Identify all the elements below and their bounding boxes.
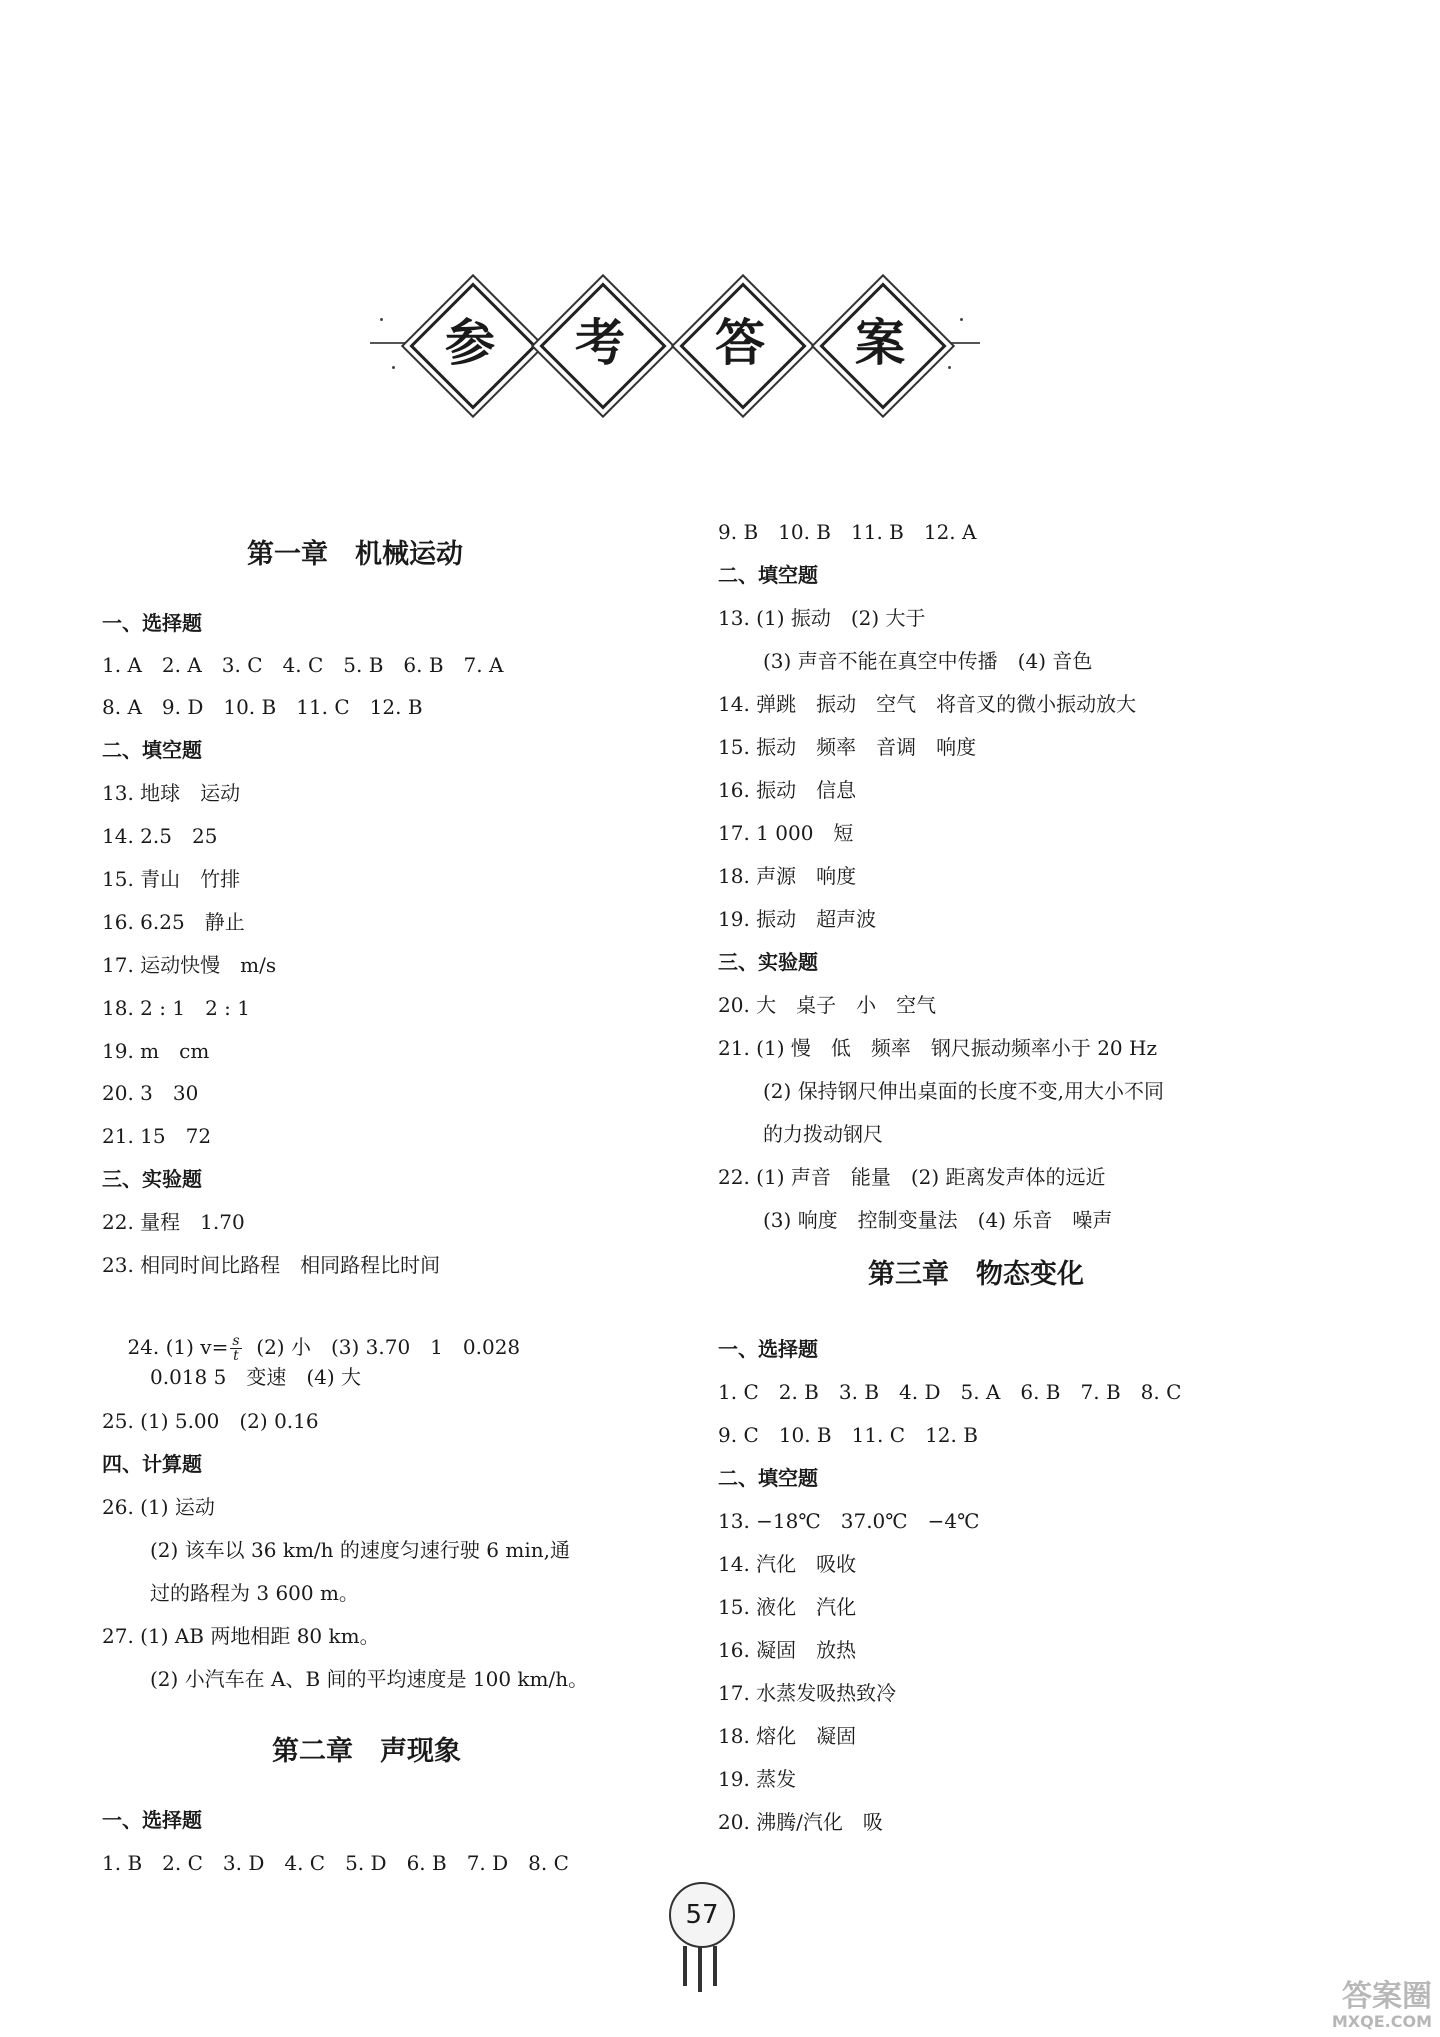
formula-prefix: 24. (1) v= — [127, 1335, 229, 1359]
answer-line: 17. 运动快慢 m/s — [102, 953, 277, 977]
chapter-title: 第三章 物态变化 — [868, 1259, 1084, 1290]
answer-line: (2) 小汽车在 A、B 间的平均速度是 100 km/h。 — [150, 1667, 589, 1691]
banner-dot — [948, 366, 951, 369]
answer-line: (2) 该车以 36 km/h 的速度匀速行驶 6 min,通 — [150, 1538, 570, 1562]
title-char: 考 — [575, 314, 625, 372]
title-banner — [370, 258, 980, 428]
answer-line: 过的路程为 3 600 m。 — [150, 1581, 359, 1605]
answer-line: 22. 量程 1.70 — [102, 1210, 245, 1234]
answer-line: 8. A 9. D 10. B 11. C 12. B — [102, 695, 423, 719]
answer-line: 16. 6.25 静止 — [102, 910, 245, 934]
answer-line: 19. m cm — [102, 1039, 210, 1063]
answer-line: (3) 声音不能在真空中传播 (4) 音色 — [763, 649, 1093, 673]
section-heading: 一、选择题 — [102, 611, 202, 635]
answer-line: (2) 保持钢尺伸出桌面的长度不变,用大小不同 — [763, 1079, 1165, 1103]
answer-line: (3) 响度 控制变量法 (4) 乐音 噪声 — [763, 1208, 1113, 1232]
banner-dot — [392, 366, 395, 369]
section-heading: 二、填空题 — [718, 563, 818, 587]
chapter-title: 第一章 机械运动 — [247, 539, 463, 570]
chapter-title: 第二章 声现象 — [272, 1736, 461, 1767]
banner-rule-left — [370, 342, 410, 344]
watermark-url: MXQE.COM — [1331, 2012, 1432, 2031]
page-number-badge — [665, 1882, 735, 2002]
answer-line: 13. (1) 振动 (2) 大于 — [718, 606, 926, 630]
answer-line: 18. 熔化 凝固 — [718, 1724, 857, 1748]
answer-line: 15. 振动 频率 音调 响度 — [718, 735, 977, 759]
answer-line: 的力拨动钢尺 — [763, 1122, 883, 1146]
title-char: 参 — [445, 314, 495, 372]
answer-line: 1. B 2. C 3. D 4. C 5. D 6. B 7. D 8. C — [102, 1851, 569, 1875]
fraction-denominator: t — [233, 1348, 239, 1364]
section-heading: 二、填空题 — [718, 1466, 818, 1490]
banner-dot — [960, 318, 963, 321]
answer-line: 14. 汽化 吸收 — [718, 1552, 857, 1576]
answer-line: 18. 声源 响度 — [718, 864, 857, 888]
page-number-decoration — [713, 1946, 717, 1986]
section-heading: 三、实验题 — [102, 1167, 202, 1191]
answer-line: 22. (1) 声音 能量 (2) 距离发声体的远近 — [718, 1165, 1106, 1189]
answer-line: 13. −18℃ 37.0℃ −4℃ — [718, 1509, 980, 1533]
answer-line: 25. (1) 5.00 (2) 0.16 — [102, 1409, 319, 1433]
answer-line: 27. (1) AB 两地相距 80 km。 — [102, 1624, 380, 1648]
answer-line: 21. 15 72 — [102, 1124, 212, 1148]
answer-line: 9. B 10. B 11. B 12. A — [718, 520, 977, 544]
section-heading: 二、填空题 — [102, 738, 202, 762]
title-diamond-2 — [540, 283, 660, 403]
answer-line: 15. 液化 汽化 — [718, 1595, 857, 1619]
fraction-numerator: s — [232, 1333, 240, 1349]
answer-line: 19. 振动 超声波 — [718, 907, 877, 931]
answer-line: 23. 相同时间比路程 相同路程比时间 — [102, 1253, 441, 1277]
answer-line: 20. 3 30 — [102, 1081, 199, 1105]
answer-line: 16. 振动 信息 — [718, 778, 857, 802]
answer-line: 20. 大 桌子 小 空气 — [718, 993, 937, 1017]
answer-line: 17. 1 000 短 — [718, 821, 854, 845]
answer-line: 21. (1) 慢 低 频率 钢尺振动频率小于 20 Hz — [718, 1036, 1157, 1060]
answer-line: 16. 凝固 放热 — [718, 1638, 857, 1662]
banner-dot — [380, 318, 383, 321]
fraction-s-over-t — [230, 1334, 241, 1363]
answer-line: 1. C 2. B 3. B 4. D 5. A 6. B 7. B 8. C — [718, 1380, 1182, 1404]
answer-line: 13. 地球 运动 — [102, 781, 241, 805]
answer-line: 0.018 5 变速 (4) 大 — [150, 1365, 362, 1389]
answer-line: 14. 2.5 25 — [102, 824, 218, 848]
section-heading: 一、选择题 — [102, 1808, 202, 1832]
watermark-text: 答案圈 — [1342, 1979, 1432, 2014]
title-diamond-3 — [680, 283, 800, 403]
watermark-logo — [1332, 1981, 1432, 2031]
answer-line: 26. (1) 运动 — [102, 1495, 215, 1519]
answer-line: 1. A 2. A 3. C 4. C 5. B 6. B 7. A — [102, 653, 504, 677]
section-heading: 三、实验题 — [718, 950, 818, 974]
banner-rule-right — [940, 342, 980, 344]
answer-line: 20. 沸腾/汽化 吸 — [718, 1810, 883, 1834]
title-char: 案 — [855, 314, 905, 372]
answer-line: 14. 弹跳 振动 空气 将音叉的微小振动放大 — [718, 692, 1137, 716]
title-diamond-4 — [820, 283, 940, 403]
title-diamond-1 — [410, 283, 530, 403]
answer-line: 9. C 10. B 11. C 12. B — [718, 1423, 978, 1447]
section-heading: 四、计算题 — [102, 1452, 202, 1476]
answer-line: 19. 蒸发 — [718, 1767, 797, 1791]
page-number: 57 — [669, 1882, 735, 1948]
answer-line: 18. 2 : 1 2 : 1 — [102, 996, 250, 1020]
page-number-decoration — [683, 1946, 687, 1986]
title-char: 答 — [715, 314, 765, 372]
page-number-decoration — [698, 1946, 702, 1992]
answer-line: 15. 青山 竹排 — [102, 867, 241, 891]
answer-line: 17. 水蒸发吸热致冷 — [718, 1681, 897, 1705]
section-heading: 一、选择题 — [718, 1337, 818, 1361]
formula-suffix: (2) 小 (3) 3.70 1 0.028 — [243, 1335, 521, 1359]
